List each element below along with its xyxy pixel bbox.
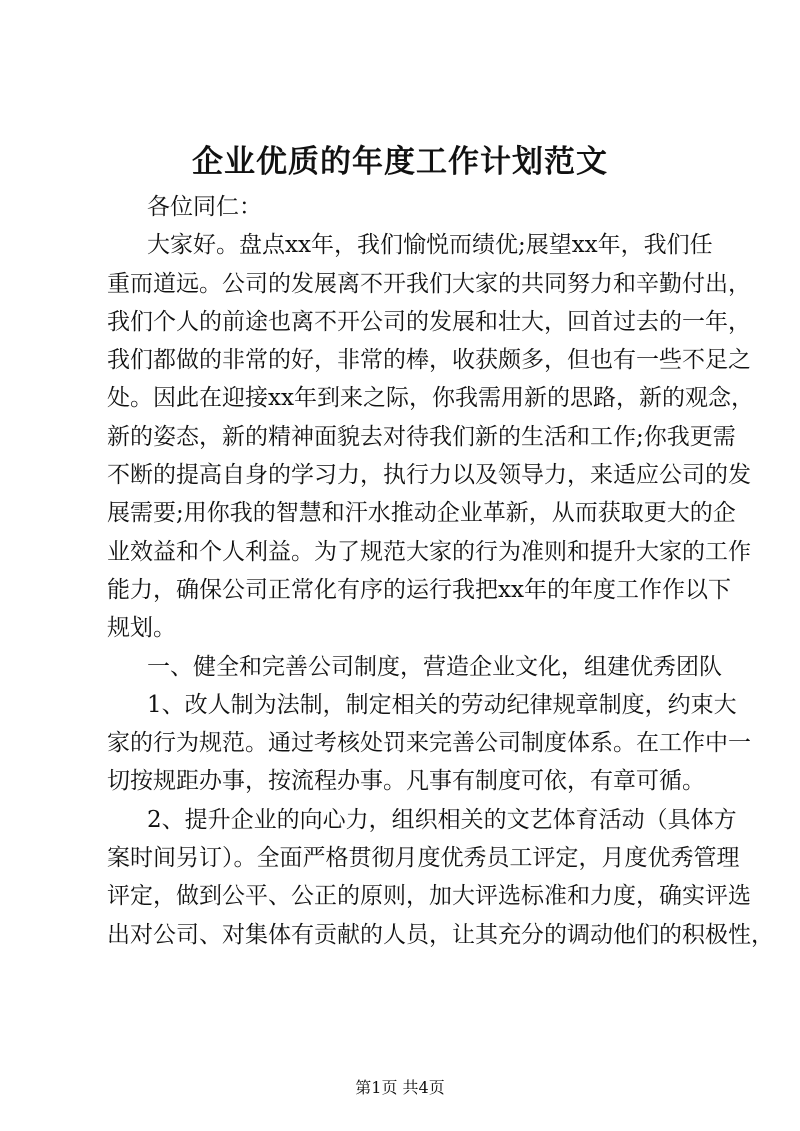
- paragraph-line: 我们都做的非常的好，非常的棒，收获颇多，但也有一些不足之: [107, 347, 751, 374]
- paragraph-line: 处。因此在迎接xx年到来之际，你我需用新的思路，新的观念，: [107, 385, 754, 412]
- paragraph-line: 能力，确保公司正常化有序的运行我把xx年的年度工作作以下: [107, 576, 731, 603]
- paragraph-line: 重而道远。公司的发展离不开我们大家的共同努力和辛勤付出，: [107, 270, 751, 297]
- paragraph-line: 2、提升企业的向心力，组织相关的文艺体育活动（具体方: [147, 806, 737, 833]
- paragraph-line: 规划。: [107, 615, 176, 642]
- greeting-line: 各位同仁：: [147, 194, 262, 220]
- paragraph-line: 我们个人的前途也离不开公司的发展和壮大，回首过去的一年，: [107, 308, 751, 335]
- section-heading: 一、健全和完善公司制度，营造企业文化，组建优秀团队: [147, 653, 722, 680]
- paragraph-line: 1、改人制为法制，制定相关的劳动纪律规章制度，约束大: [147, 691, 737, 718]
- paragraph-line: 案时间另订）。全面严格贯彻月度优秀员工评定，月度优秀管理: [107, 845, 740, 872]
- paragraph-line: 切按规距办事，按流程办事。凡事有制度可依，有章可循。: [107, 768, 705, 795]
- paragraph-line: 不断的提高自身的学习力，执行力以及领导力，来适应公司的发: [107, 462, 751, 489]
- document-title: 企业优质的年度工作计划范文: [192, 144, 608, 180]
- document-body: [107, 188, 774, 954]
- paragraph-line: 家的行为规范。通过考核处罚来完善公司制度体系。在工作中一: [107, 730, 751, 757]
- paragraph-line: 新的姿态，新的精神面貌去对待我们新的生活和工作;你我更需: [107, 423, 736, 450]
- paragraph-line: 大家好。盘点xx年，我们愉悦而绩优;展望xx年，我们任: [147, 232, 713, 259]
- paragraph-line: 展需要;用你我的智慧和汗水推动企业革新，从而获取更大的企: [107, 500, 736, 527]
- page-footer: 第1页 共4页: [355, 1078, 445, 1097]
- paragraph-line: 业效益和个人利益。为了规范大家的行为准则和提升大家的工作: [107, 538, 751, 565]
- paragraph-line: 出对公司、对集体有贡献的人员，让其充分的调动他们的积极性，: [107, 921, 774, 948]
- paragraph-line: 评定，做到公平、公正的原则，加大评选标准和力度，确实评选: [107, 883, 751, 910]
